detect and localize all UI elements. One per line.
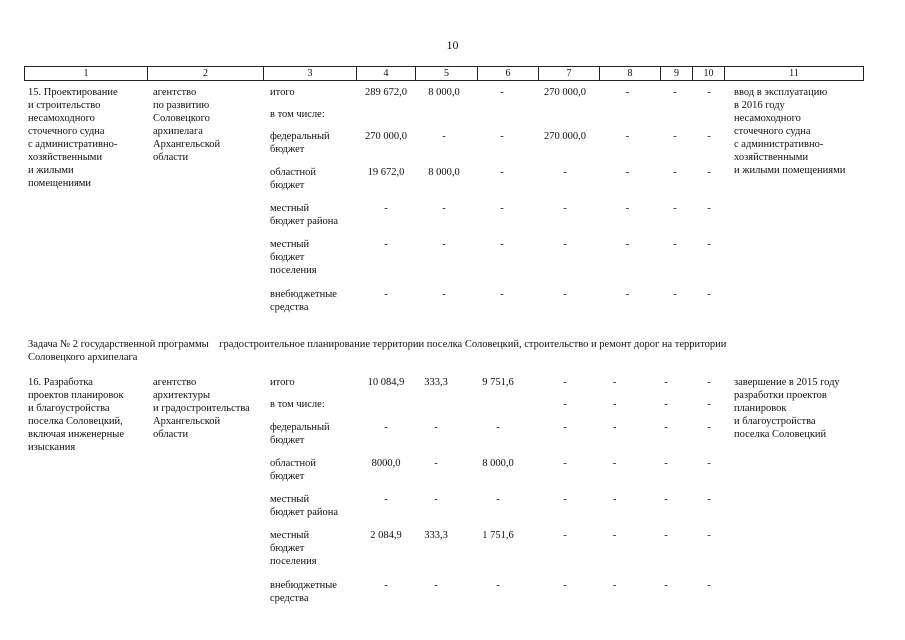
item15-row-federal-col8: - [625,131,630,142]
item15-row-local-settlement-col8: - [625,239,630,250]
item15-row-regional-label: областной бюджет [270,167,316,191]
item16-row-regional-col8: - [612,458,617,469]
item15-name: 15. Проектирование и строительство несамоходного сточечного судна с административно- хозяйственными и жилыми помещениями [28,87,118,189]
item16-result: завершение в 2015 году разработки проектов планировок и благоустройства поселка Соловецкий [734,377,840,440]
item16-row-federal-col9: - [664,422,668,433]
item15-row-extrabudget-label: внебюджетные средства [270,289,337,313]
item16-row-total-col4: 10 084,9 [367,377,405,388]
item16-row-federal-col6: - [496,422,500,433]
item16-row-regional-col5: - [434,458,438,469]
item16-row-total-col10: - [707,377,711,388]
item16-row-federal-col8: - [612,422,617,433]
task-2-heading: Задача № 2 государственной программы градостроительное планирование территории поселка Соловецкий, строительство и ремонт дорог на территории Соловецкого архипелага [28,339,727,363]
item16-row-federal-col4: - [384,422,388,433]
item15-row-regional-col6: - [500,167,504,178]
item15-row-local-district-col5: - [442,203,446,214]
column-number-header [24,66,864,81]
item15-row-local-district-label: местный бюджет района [270,203,339,227]
header-col-2: 2 [148,67,264,81]
item16-row-local-district-col10: - [707,494,711,505]
item15-row-regional-col8: - [625,167,630,178]
item16-row-local-district-col4: - [384,494,388,505]
item15-row-federal-col9: - [673,131,677,142]
item15-row-extrabudget-col8: - [625,289,630,300]
item15-row-local-district-col9: - [673,203,677,214]
item16-row-local-settlement-col5: 333,3 [424,530,448,541]
item16-row-extrabudget-col9: - [664,580,668,591]
item16-row-local-settlement-label: местный бюджет поселения [270,530,317,567]
item16-name: 16. Разработка проектов планировок и благоустройства поселка Соловецкий, включая инженерные изыскания [28,377,125,453]
item15-row-regional-col10: - [707,167,711,178]
item15-row-local-settlement-col6: - [500,239,504,250]
header-col-8: 8 [600,67,661,81]
item16-row-total-col6: 9 751,6 [482,377,514,388]
item16-row-federal-label: федеральный бюджет [270,422,330,446]
item15-row-total-label: итого [270,87,295,98]
item16-row-local-settlement-col9: - [664,530,668,541]
item15-result: ввод в эксплуатацию в 2016 году несамоходного сточечного судна с административно- хозяйственными и жилыми помещениями [734,87,846,176]
item15-row-local-settlement-col7: - [563,239,567,250]
header-col-3: 3 [264,67,357,81]
item16-row-total-col9: - [664,377,668,388]
item16-row-extrabudget-col8: - [612,580,617,591]
item16-row-federal-col10: - [707,422,711,433]
item16-row-local-district-col8: - [612,494,617,505]
item16-row-local-settlement-col4: 2 084,9 [370,530,402,541]
item15-row-local-settlement-col10: - [707,239,711,250]
item15-row-local-district-col7: - [563,203,567,214]
item15-row-local-district-col8: - [625,203,630,214]
header-col-7: 7 [539,67,600,81]
item16-row-extrabudget-col4: - [384,580,388,591]
item16-row-local-settlement-col6: 1 751,6 [482,530,514,541]
item16-row-total-label: итого [270,377,295,388]
item16-row-local-settlement-col8: - [612,530,617,541]
item15-row-federal-col6: - [500,131,504,142]
item15-row-federal-col7: 270 000,0 [544,131,586,142]
item15-row-local-settlement-label: местный бюджет поселения [270,239,317,276]
item15-row-regional-col7: - [563,167,567,178]
item16-row-extrabudget-col10: - [707,580,711,591]
item15-row-extrabudget-col6: - [500,289,504,300]
item16-row-local-settlement-col10: - [707,530,711,541]
item15-row-local-district-col10: - [707,203,711,214]
item16-row-regional-col6: 8 000,0 [482,458,514,469]
item15-row-regional-col5: 8 000,0 [428,167,460,178]
item15-row-regional-col9: - [673,167,677,178]
item15-row-total-col5: 8 000,0 [428,87,460,98]
item16-row-local-district-col9: - [664,494,668,505]
item16-row-local-district-label: местный бюджет района [270,494,339,518]
item16-row-extrabudget-col6: - [496,580,500,591]
item15-row-extrabudget-col7: - [563,289,567,300]
item15-row-local-settlement-col9: - [673,239,677,250]
item16-row-regional-label: областной бюджет [270,458,316,482]
item15-row-extrabudget-col10: - [707,289,711,300]
item15-row-federal-label: федеральный бюджет [270,131,330,155]
item16-row-local-district-col7: - [563,494,567,505]
item15-row-total-col7: 270 000,0 [544,87,586,98]
item15-row-total-col10: - [707,87,711,98]
header-col-11: 11 [725,67,864,81]
item15-row-including-label: в том числе: [270,109,325,120]
item16-row-regional-col4: 8000,0 [371,458,401,469]
header-col-5: 5 [416,67,478,81]
item16-row-total-col5: 333,3 [424,377,448,388]
item16-row-including-col9: - [664,399,668,410]
item16-row-regional-col10: - [707,458,711,469]
item16-row-regional-col9: - [664,458,668,469]
item16-row-extrabudget-col5: - [434,580,438,591]
item16-row-including-col7: - [563,399,567,410]
item15-row-extrabudget-col5: - [442,289,446,300]
header-col-10: 10 [693,67,725,81]
item15-row-extrabudget-col4: - [384,289,388,300]
header-col-4: 4 [357,67,416,81]
item15-row-federal-col10: - [707,131,711,142]
header-col-1: 1 [25,67,148,81]
item15-row-federal-col4: 270 000,0 [365,131,407,142]
header-col-9: 9 [661,67,693,81]
item16-row-total-col7: - [563,377,567,388]
item16-agency: агентство архитектуры и градостроительства Архангельской области [153,377,250,440]
item15-row-local-settlement-col5: - [442,239,446,250]
item15-row-federal-col5: - [442,131,446,142]
item15-row-local-settlement-col4: - [384,239,388,250]
item16-row-local-settlement-col7: - [563,530,567,541]
item15-row-local-district-col6: - [500,203,504,214]
item16-row-regional-col7: - [563,458,567,469]
item15-row-total-col4: 289 672,0 [365,87,407,98]
item16-row-extrabudget-label: внебюджетные средства [270,580,337,604]
item16-row-local-district-col6: - [496,494,500,505]
item16-row-including-col8: - [612,399,617,410]
item16-row-extrabudget-col7: - [563,580,567,591]
header-col-6: 6 [478,67,539,81]
item16-row-federal-col5: - [434,422,438,433]
item16-row-local-district-col5: - [434,494,438,505]
item15-row-local-district-col4: - [384,203,388,214]
item16-row-federal-col7: - [563,422,567,433]
item15-row-regional-col4: 19 672,0 [367,167,405,178]
item16-row-including-col10: - [707,399,711,410]
item15-row-total-col6: - [500,87,504,98]
item15-agency: агентство по развитию Соловецкого архипелага Архангельской области [153,87,221,163]
item16-row-total-col8: - [612,377,617,388]
page-number: 10 [446,38,459,52]
item15-row-total-col9: - [673,87,677,98]
item15-row-extrabudget-col9: - [673,289,677,300]
item16-row-including-label: в том числе: [270,399,325,410]
item15-row-total-col8: - [625,87,630,98]
